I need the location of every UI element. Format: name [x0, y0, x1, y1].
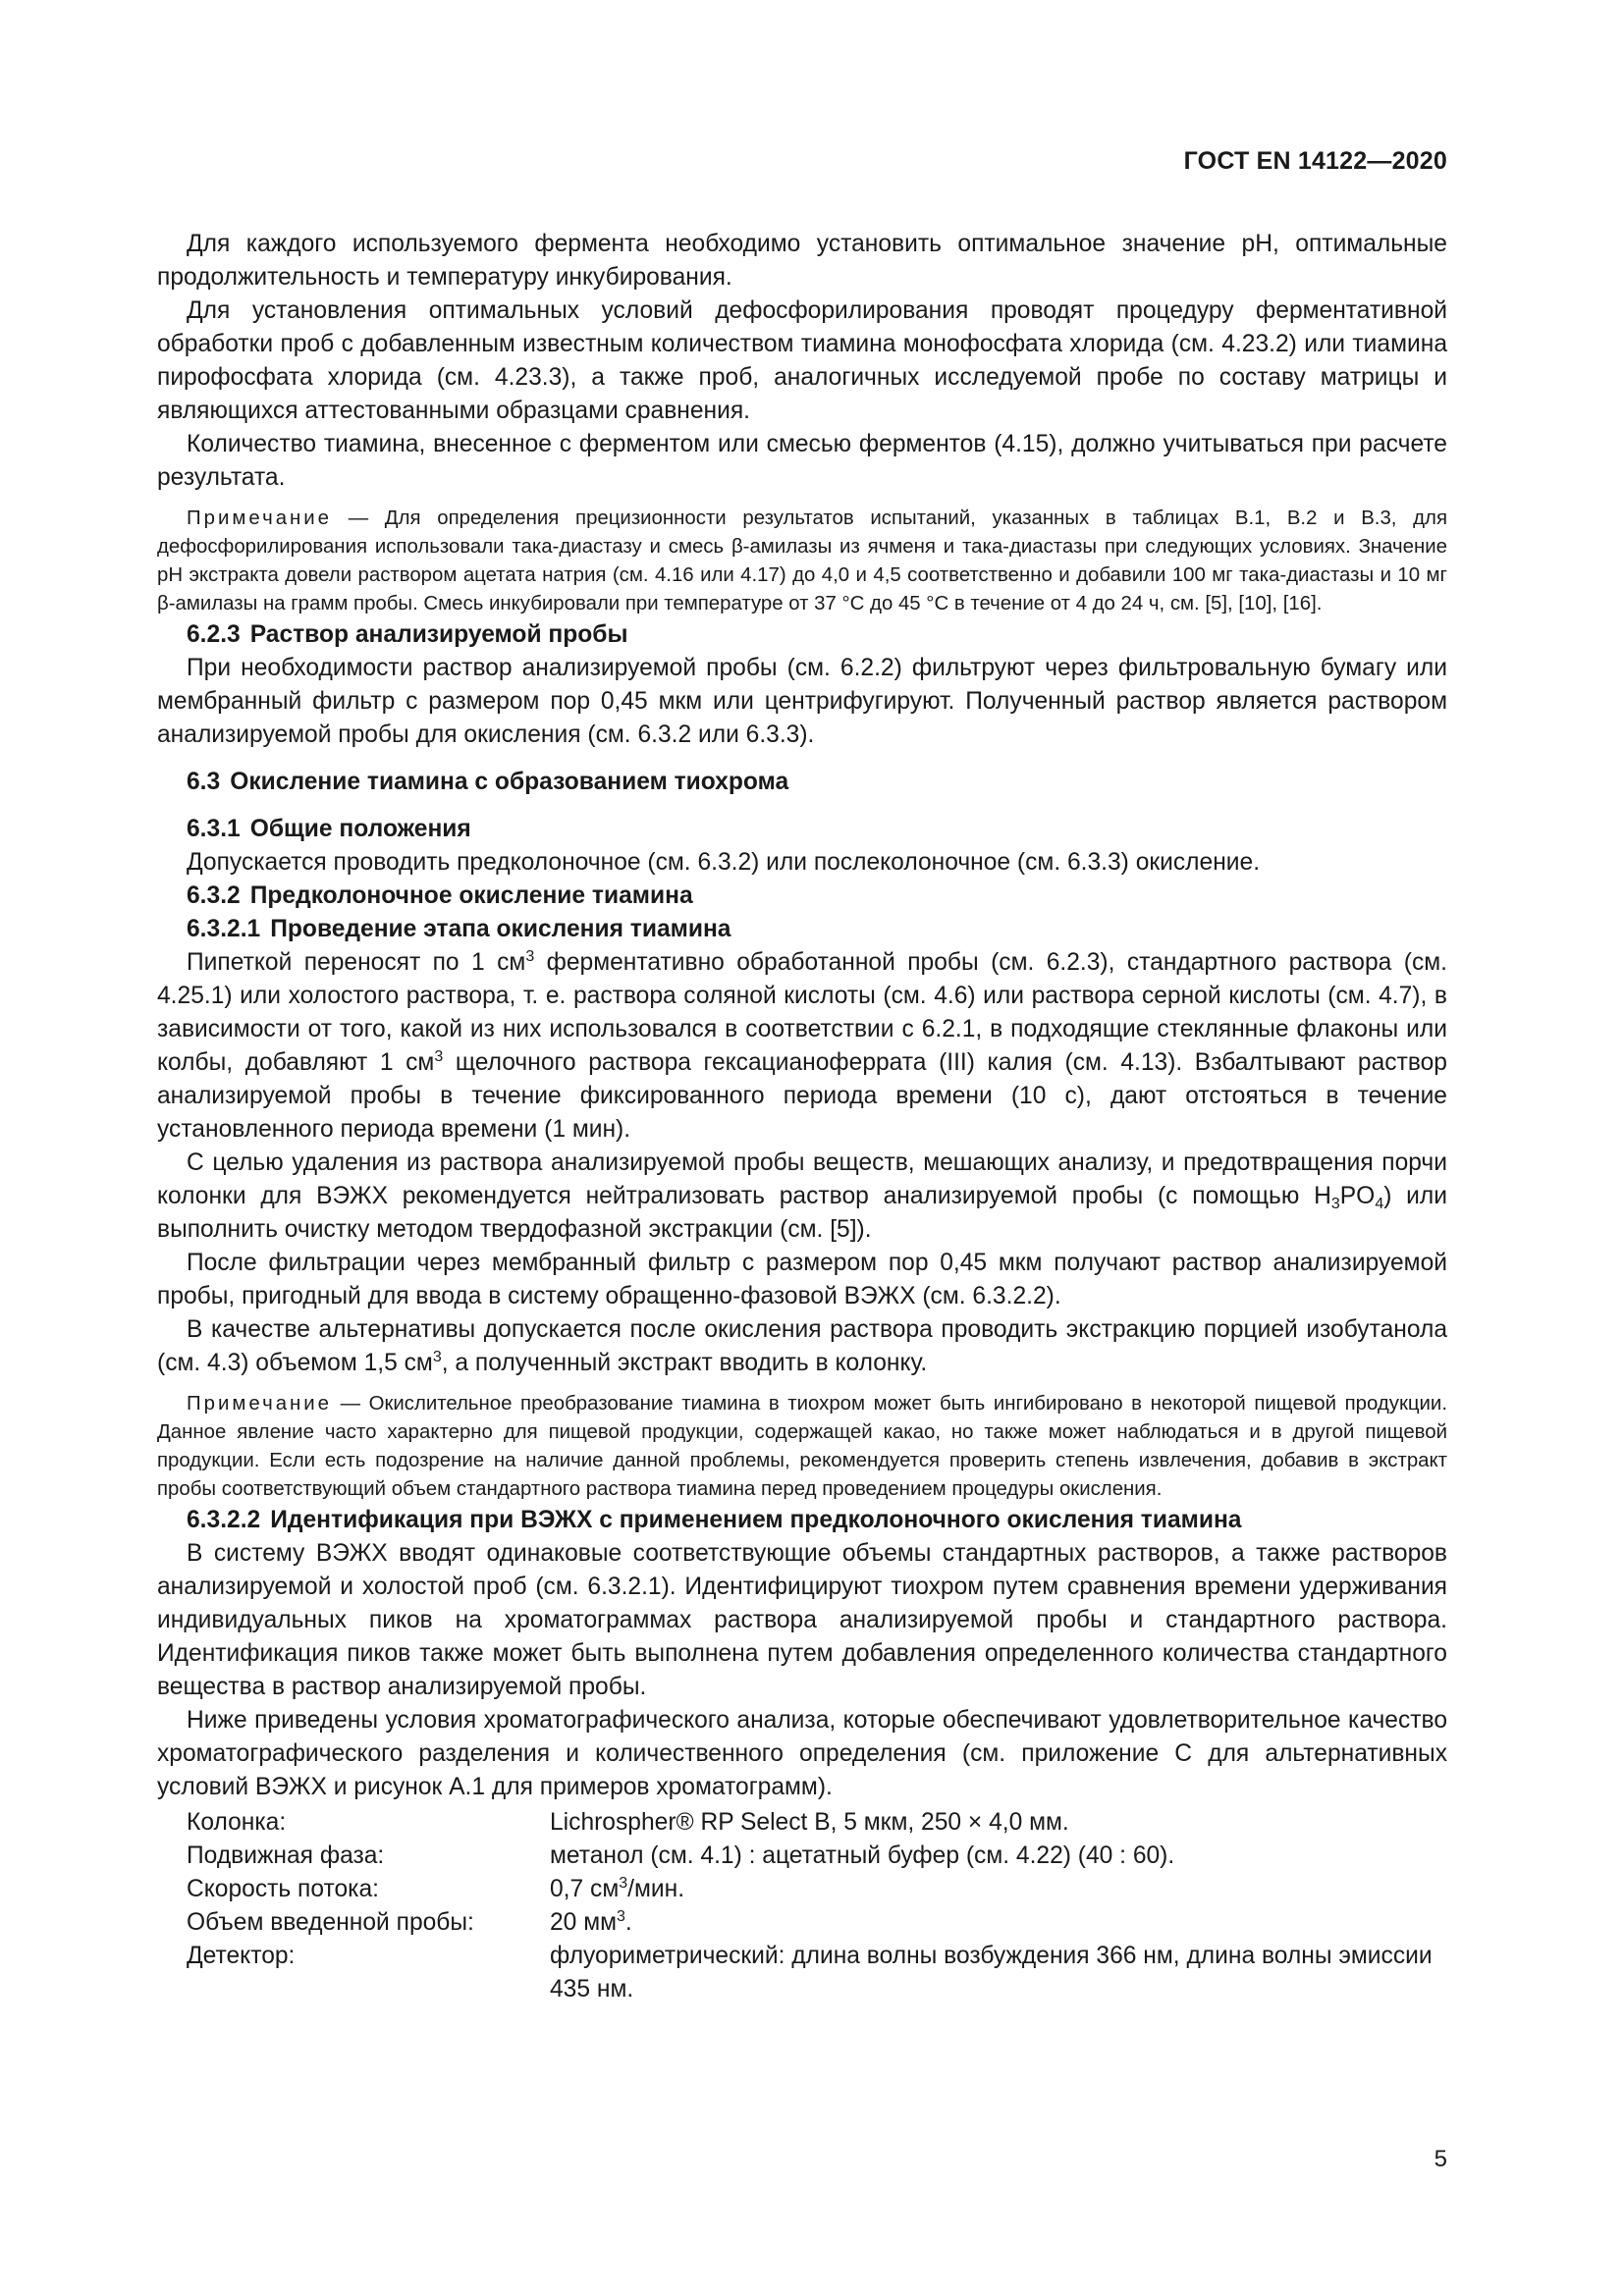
condition-row-injection-volume: Объем введенной пробы: 20 $мм^3$.	[187, 1908, 632, 1936]
paragraph: С целью удаления из раствора анализируемой пробы веществ, мешающих анализу, и предотвращения порчи колонки для ВЭЖХ рекомендуется нейтрализовать раствор анализируемой пробы (с помощью $H_3PO_4$) или выполнить очистку методом твердофазной экстракции (см. [5]).	[157, 1149, 1447, 1243]
paragraph: Ниже приведены условия хроматографического анализа, которые обеспечивают удовлетворительное качество хроматографического разделения и количественного определения (см. приложение C для альтернативных условий ВЭЖХ и рисунок A.1 для примеров хроматограмм).	[157, 1707, 1447, 1800]
note-text: — Окислительное преобразование тиамина в тиохром может быть ингибировано в некоторой пищевой продукции. Данное явление часто характерно для пищевой продукции, содержащей какао, но также может наблюдаться и в другой пищевой продукции. Если есть подозрение на наличие данной проблемы, рекомендуется проверить степень извлечения, добавив в экстракт пробы соответствующий объем стандартного раствора тиамина перед проведением процедуры окисления.	[157, 1393, 1447, 1500]
paragraph: В систему ВЭЖХ вводят одинаковые соответствующие объемы стандартных растворов, а также растворов анализируемой и холостой проб (см. 6.3.2.1). Идентифицируют тиохром путем сравнения времени удерживания индивидуальных пиков на хроматограммах раствора анализируемой пробы и стандартного раствора. Идентификация пиков также может быть выполнена путем добавления определенного количества стандартного вещества в раствор анализируемой пробы.	[157, 1540, 1447, 1700]
section-heading: 6.3.2.2 Идентификация при ВЭЖХ с применением предколоночного окисления тиамина	[187, 1507, 1242, 1533]
document-page	[157, 0, 1447, 2296]
paragraph: Пипеткой переносят по 1 $см^3$ ферментативно обработанной пробы (см. 6.2.3), стандартного раствора (см. 4.25.1) или холостого раствора, т. е. раствора соляной кислоты (см. 4.6) или раствора серной кислоты (см. 4.7), в зависимости от того, какой из них использовался в соответствии с 6.2.1, в подходящие стеклянные флаконы или колбы, добавляют 1 $см^3$ щелочного раствора гексацианоферрата (III) калия (см. 4.13). Взбалтывают раствор анализируемой пробы в течение фиксированного периода времени (10 с), дают отстояться в течение установленного периода времени (1 мин).	[157, 948, 1447, 1143]
note-label: Примечание	[187, 507, 333, 529]
condition-row-mobile-phase: Подвижная фаза: метанол (см. 4.1) : ацетатный буфер (см. 4.22) (40 : 60).	[187, 1842, 1175, 1869]
document-body	[157, 228, 1447, 2006]
paragraph: После фильтрации через мембранный фильтр с размером пор 0,45 мкм получают раствор анализируемой пробы, пригодный для ввода в систему обращенно-фазовой ВЭЖХ (см. 6.3.2.2).	[157, 1250, 1447, 1309]
note	[157, 1390, 1447, 1504]
section-heading: 6.3 Окисление тиамина с образованием тиохрома	[187, 769, 789, 795]
note-label: Примечание	[187, 1393, 333, 1415]
note-text: — Для определения прецизионности результатов испытаний, указанных в таблицах B.1, B.2 и B.3, для дефосфорилирования использовали така-диастазу и смесь β-амилазы из ячменя и така-диастазы при следующих условиях. Значение pH экстракта довели раствором ацетата натрия (см. 4.16 или 4.17) до 4,0 и 4,5 соответственно и добавили 100 мг така-диастазы и 10 мг β-амилазы на грамм пробы. Смесь инкубировали при температуре от 37 °C до 45 °C в течение от 4 до 24 ч, см. [5], [10], [16].	[157, 507, 1447, 614]
condition-row-column: Колонка: Lichrospher® RP Select B, 5 мкм, 250 × 4,0 мм.	[187, 1809, 1069, 1836]
page-number: 5	[1434, 2146, 1447, 2172]
note	[157, 505, 1447, 618]
section-heading: 6.2.3 Раствор анализируемой пробы	[187, 621, 628, 648]
paragraph: В качестве альтернативы допускается после окисления раствора проводить экстракцию порцией изобутанола (см. 4.3) объемом 1,5 $см^3$, а полученный экстракт вводить в колонку.	[157, 1316, 1447, 1376]
paragraph: Для установления оптимальных условий дефосфорилирования проводят процедуру ферментативной обработки проб с добавленным известным количеством тиамина монофосфата хлорида (см. 4.23.2) или тиамина пирофосфата хлорида (см. 4.23.3), а также проб, аналогичных исследуемой пробе по составу матрицы и являющихся аттестованными образцами сравнения.	[157, 297, 1447, 424]
condition-row-flow-rate: Скорость потока: 0,7 $см^3$/мин.	[187, 1875, 685, 1902]
section-heading: 6.3.2 Предколоночное окисление тиамина	[187, 882, 693, 909]
section-heading: 6.3.1 Общие положения	[187, 816, 471, 842]
paragraph: Допускается проводить предколоночное (см. 6.3.2) или послеколоночное (см. 6.3.3) окисление.	[187, 849, 1261, 876]
condition-row-detector: Детектор: флуориметрический: длина волны возбуждения 366 нм, длина волны эмиссии 435 нм.	[187, 1943, 1433, 2002]
hplc-conditions-list	[157, 1806, 1447, 2006]
section-heading: 6.3.2.1 Проведение этапа окисления тиамина	[187, 916, 731, 942]
paragraph: Количество тиамина, внесенное с ферментом или смесью ферментов (4.15), должно учитываться при расчете результата.	[157, 431, 1447, 491]
paragraph: Для каждого используемого фермента необходимо установить оптимальное значение pH, оптимальные продолжительность и температуру инкубирования.	[157, 231, 1447, 291]
paragraph: При необходимости раствор анализируемой пробы (см. 6.2.2) фильтруют через фильтровальную бумагу или мембранный фильтр с размером пор 0,45 мкм или центрифугируют. Полученный раствор является раствором анализируемой пробы для окисления (см. 6.3.2 или 6.3.3).	[157, 655, 1447, 748]
document-header: ГОСТ EN 14122—2020	[1183, 147, 1447, 175]
